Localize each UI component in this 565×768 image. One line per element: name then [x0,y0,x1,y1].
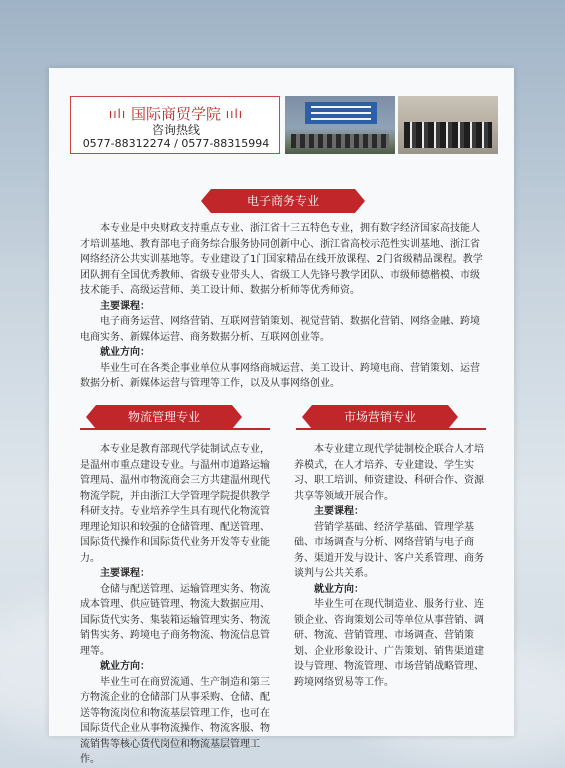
ecommerce-career-label: 就业方向： [100,347,150,358]
ecommerce-intro: 本专业是中央财政支持重点专业、浙江省十三五特色专业，拥有数字经济国家高技能人才培训基地、教育部电子商务综合服务协同创新中心、浙江省高校示范性实训基地、浙江省网络经济公共实训基地等。专业建设了1门国家精品在线开放课程、2门省级精品课程。教学团队拥有全国优秀教师、省级专业带头人、省级工人先锋号教学团队、市级师德楷模、市级技术能手、高级运营师、美工设计师、数据分析师等优秀师资。 [80,223,483,296]
ecommerce-career: 毕业生可在各类企事业单位从事网络商城运营、美工设计、跨境电商、营销策划、运营数据分析、新媒体运营与管理等工作，以及从事网络创业。 [80,362,480,389]
marketing-career: 毕业生可在现代制造业、服务行业、连锁企业、咨询策划公司等单位从事营销、调研、物流、营销管理、市场调查、营销策划、企业形象设计、广告策划、销售渠道建设与管理、物流管理、市场营销战略管理、跨境网络贸易等工作。 [294,599,484,688]
logistics-career-label: 就业方向： [100,661,150,672]
logistics-body [80,442,272,768]
marketing-career-label: 就业方向： [314,583,364,595]
logistics-title: 物流管理专业 [96,405,232,429]
hotline-label: 咨询热线 [151,123,200,137]
logistics-title-underline [80,428,270,430]
photo-group-graphic [404,122,492,148]
college-name: 国际商贸学院 [130,105,221,123]
hotline-numbers: 0577-88312274 / 0577-88315994 [82,137,270,150]
marketing-body [294,442,486,690]
marketing-intro: 本专业建立现代学徒制校企联合人才培养模式，在人才培养、专业建设、学生实习、职工培训、师资建设、科研合作、资源共享等领域开展合作。 [294,444,484,502]
logistics-intro: 本专业是教育部现代学徒制试点专业，是温州市重点建设专业。与温州市道路运输管理局、温州市物流商会三方共建温州现代物流学院，并由浙江大学管理学院提供教学科研支持。专业培养学生具有现代化物流管理理论知识和较强的仓储管理、配送管理、国际货代操作和国际货代业务开发等专业能力。 [80,444,270,564]
event-photo-group [398,96,498,154]
marketing-title: 市场营销专业 [312,405,448,429]
photo-banner-graphic [305,102,377,124]
logistics-courses: 仓储与配送管理、运输管理实务、物流成本管理、供应链管理、物流大数据应用、国际货代实务、集装箱运输管理实务、物流销售实务、跨境电子商务物流、物流信息管理等。 [80,583,270,657]
marketing-courses: 营销学基础、经济学基础、管理学基础、市场调查与分析、网络营销与电子商务、渠道开发与设计、客户关系管理、商务谈判与公共关系。 [294,521,484,579]
ecommerce-courses-label: 主要课程： [100,300,150,312]
event-photo-banner [285,96,395,154]
logistics-courses-label: 主要课程： [100,568,150,579]
ecommerce-body [80,221,488,392]
photo-people-graphic [291,134,389,148]
decor-bars-left-icon: ıılı [108,107,127,121]
decor-bars-right-icon: ıılı [225,107,244,121]
header-contact-box [70,96,280,154]
marketing-courses-label: 主要课程： [314,506,364,517]
logistics-career: 毕业生可在商贸流通、生产制造和第三方物流企业的仓储部门从事采购、仓储、配送等物流岗位和物流基层管理工作，也可在国际货代企业从事物流操作、物流客服、物流销售等核心货代岗位和物流基层管理工作。 [80,676,270,765]
ecommerce-courses: 电子商务运营、网络营销、互联网营销策划、视觉营销、数据化营销、网络金融、跨境电商实务、新媒体运营、商务数据分析、互联网创业等。 [80,316,480,343]
marketing-title-underline [296,428,486,430]
ecommerce-title: 电子商务专业 [211,189,355,213]
